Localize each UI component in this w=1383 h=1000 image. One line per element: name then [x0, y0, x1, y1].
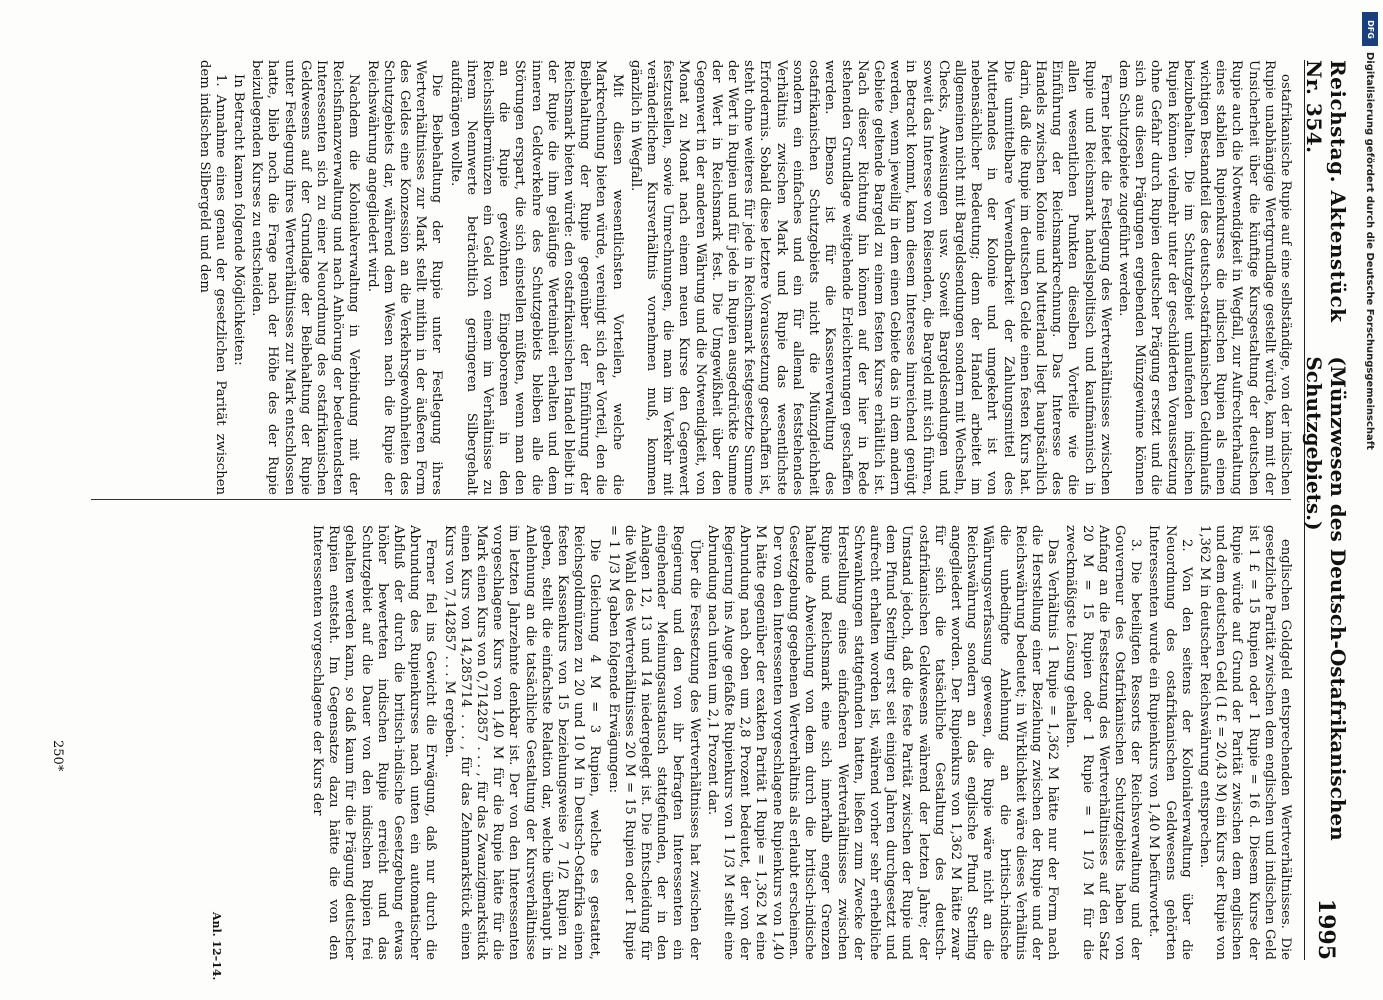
header-left: Reichstag. Aktenstück Nr. 354. — [1302, 60, 1350, 323]
paragraph: In Betracht kamen folgende Möglichkeiten: — [231, 74, 246, 366]
dfg-logo-icon: DFG — [1362, 12, 1378, 46]
paragraph: Die Gleichung 4 M = 3 Rupien, welche es gestattet, Reichsgoldmünzen zu 20 und 10 M in Deutsch-Ostafrika einen festen Kassenkurs von 15 beziehungsweise 7 1/2 Rupien zu geben, stellt die einfachste Relation dar, welche überhaupt in Anlehnung an die tatsächliche Gestaltung der Kursverhältnisse im letzten Jahrzehnte denkbar ist. Der von den Interessenten vorgeschlagene Kurs von 1,40 M für die Rupie hätte für die Mark einen Kurs von 0,7142857 . . . , für das Zwanzigmarkstück einen Kurs von 14,285714 . . . , für das Zehnmarkstück einen Kurs von 7,142857 . . . M ergeben. — [441, 525, 603, 960]
paragraph: ostafrikanische Rupie auf eine selbständige, von der indischen Rupie unabhängige Wertgrundlage gestellt würde, kam mit der Unsicherheit über die künftige Kursgestaltung der deutschen Rupie auch die Notwendigkeit in Wegfall, zur Aufrechterhaltung eines stabilen Rupienkurses die indischen Rupien als einen wichtigen Bestandteil des deutsch-ostafrikanischen Geldumlaufs beizubehalten. Die im Schutzgebiet umlaufenden indischen Rupien können vielmehr unter der geschilderten Voraussetzung ohne Gefahr durch Rupien deutscher Prägung ersetzt und die sich aus diesen Prägungen ergebenden Münzgewinne können dem Schutzgebiete zugeführt werden. — [1115, 60, 1293, 495]
attribution-text: Digitalisierung gefördert durch die Deutsche Forschungsgemeinschaft — [1364, 52, 1375, 450]
page-number: 1995 — [1313, 898, 1339, 960]
left-column — [83, 60, 1293, 495]
footer-number: 250* — [50, 740, 65, 772]
paragraph: Ferner bietet die Festlegung des Wertverhältnisses zwischen Rupie und Reichsmark handelspolitisch und kaufmännisch in allen wesentlichen Punkten dieselben Vorteile wie die Einführung der Reichsmarkrechnung. Das Interesse des Handels zwischen Kolonie und Mutterland liegt hauptsächlich darin, daß die Rupie im deutschen Gelde einen festen Kurs hat. Die unmittelbare Verwendbarkeit der Zahlungsmittel des Mutterlandes in der Kolonie und umgekehrt ist von nebensächlicher Bedeutung; denn der Handel arbeitet im allgemeinen nicht mit Bargeldsendungen sondern mit Wechseln, Checks, Anweisungen usw. Soweit Bargeldsendungen und soweit das Interesse von Reisenden, die Bargeld mit sich führen, in Betracht kommt, kann diesem Interesse hinreichend genügt werden, wenn jeweilig in dem einen Gebiete das in dem andern Gebiete geltende Bargeld zu einem festen Kurse erhältlich ist. Nach dieser Richtung hin können auf der hier in Rede stehenden Grundlage weitgehende Erleichterungen geschaffen werden. Ebenso ist für die Kassenverwaltung des ostafrikanischen Schutzgebiets nicht die Münzgleichheit sondern ein einfaches und ein für allemal feststehendes Verhältnis zwischen Mark und Rupie das wesentlichste Erfordernis. Sobald diese letztere Voraussetzung geschaffen ist, steht ohne weiteres für jede in Reichsmark festgesetzte Summe der Wert in Rupien und für jede in Rupien ausgedrückte Summe der Wert in Reichsmark fest. Die Umgewißheit über den Gegenwert in der anderen Währung und die Notwendigkeit, von Monat zu Monat nach einem neuen Kurse den Gegenwert festzustellen, sowie Umrechnungen, die man im Verkehr mit veränderlichem Kursverhältnis vornehmen muß, kommen gänzlich in Wegfall. — [627, 60, 1113, 495]
paragraph: Nachdem die Kolonialverwaltung in Verbindung mit der Reichsfinanzverwaltung und nach Anhörung der bedeutendsten Interessenten sich zu einer Neuordnung des ostafrikanischen Geldwesens auf der Grundlage der Beibehaltung der Rupie unter Festlegung ihres Wertverhältnisses zur Mark entschlossen hatte, blieb noch die Frage nach der Höhe des der Rupie beizulegenden Kurses zu entscheiden. — [249, 60, 362, 495]
page-header — [1302, 60, 1350, 960]
margin-note: Anl. 12–14. — [210, 912, 223, 981]
paragraph: Mit diesen wesentlichsten Vorteilen, welche die Markrechnung bieten würde, vereinigt sich der Vorteil, den die Beibehaltung der Rupie gegenüber der Einführung der Reichsmark bieten würde: den ostafrikanischen Handel bleibt in der Rupie die ihm geläufige Werteinheit erhalten und dem inneren Geldverkehre des Schutzgebiets bleiben alle die Störungen erspart, die sich einstellen müßten, wenn man den an die Rupie gewöhnten Eingeborenen in den Reichssilbermünzen ein Geld von einem im Verhältnisse zu ihrem Nennwerte beträchtlich geringeren Silbergehalt aufdrängen wollte. — [447, 60, 625, 495]
paragraph: 1. Annahme eines genau der gesetzlichen Parität zwischen dem indischen Silbergeld und dem — [196, 60, 228, 495]
right-column — [83, 525, 1293, 960]
paragraph: Das Verhältnis 1 Rupie = 1,362 M hätte nur der Form nach die Herstellung einer Beziehung zwischen der Rupie und der Reichswährung bedeutet; in Wirklichkeit wäre dieses Verhältnis die unbedingte Anlehnung an die britisch-indische Währungsverfassung gewesen, die Rupie wäre nicht an die Reichswährung sondern an das englische Pfund Sterling angegliedert worden. Der Rupienkurs von 1,362 M hätte zwar für sich die tatsächliche Gestaltung des deutsch-ostafrikanischen Geldwesens während der letzten Jahre; der Umstand jedoch, daß die feste Parität zwischen der Rupie und dem Pfund Sterling erst seit einigen Jahren durchgesetzt und aufrecht erhalten worden ist, während vorher sehr erhebliche Schwankungen stattgefunden hatten, ließen zum Zwecke der Herstellung eines einfacheren Wertverhältnisses zwischen Rupie und Reichsmark eine sich innerhalb enger Grenzen haltende Abweichung von dem durch die britisch-indische Gesetzgebung gegebenen Wertverhältnis als erlaubt erscheinen. Der von den Interessenten vorgeschlagene Rupienkurs von 1,40 M hätte gegenüber der exakten Parität 1 Rupie = 1,362 M eine Abrundung nach oben um 2,8 Prozent bedeutet, der von der Regierung ins Auge gefaßte Rupienkurs von 1 1/3 M stellt eine Abrundung nach unten um 2,1 Prozent dar. — [704, 525, 1061, 960]
paragraph: Ferner fiel ins Gewicht die Erwägung, daß nur durch die Abrundung des Rupienkurses nach unten ein automatischer Abfluß der durch die britisch-indische Gesetzgebung etwas höher bewerteten indischen Rupie erreicht und das Schutzgebiet auf die Dauer von den indischen Rupien frei gehalten werden kann, so daß kaum für die Prägung deutscher Rupien entsteht. Im Gegensatze dazu hätte die von den Interessenten vorgeschlagene der Kurs der — [310, 525, 439, 960]
paragraph: 3. Die beteiligten Ressorts der Reichsverwaltung und der Gouverneur des Ostafrikanischen Schutzgebiets haben von Anfang an die Festsetzung des Wertverhältnisses auf den Satz 20 M = 15 Rupien oder 1 Rupie = 1 1/3 M für die zweckmäßigste Lösung gehalten. — [1063, 525, 1144, 960]
paragraph: Die Beibehaltung der Rupie unter Festlegung ihres Wertverhältnisses zur Mark stellt mithin in der äußeren Form des Geldes eine Konzession an die Verkehrsgewohnheiten des Schutzgebiets dar, während dem Wesen nach die Rupie der Reichswährung angegliedert wird. — [364, 60, 445, 495]
column-divider — [91, 499, 1291, 500]
attribution-strip — [1362, 12, 1380, 992]
header-title: (Münzwesen des Deutsch-Ostafrikanischen Schutzgebiets.) — [1302, 356, 1350, 841]
paragraph: Über die Festsetzung des Wertverhältnisses hat zwischen der Regierung und den von ihr befragten Interessenten ein eingehender Meinungsaustausch stattgefunden, der in den Anlagen 12, 13 und 14 niedergelegt ist. Die Entscheidung für die Wahl des Wertverhältnisses 20 M = 15 Rupien oder 1 Rupie = 1 1/3 M gaben folgende Erwägungen: — [605, 525, 702, 960]
paragraph: 2. Von den seitens der Kolonialverwaltung über die Neuordnung des ostafrikanischen Geldwesens gehörten Interessenten wurde ein Rupienkurs von 1,40 M befürwortet. — [1146, 525, 1194, 960]
paragraph: englischen Goldgeld entsprechenden Wertverhältnisses. Die gesetzliche Parität zwischen dem englischen und indischen Geld ist 1 £ = 15 Rupien oder 1 Rupie = 16 d. Diesem Kurse der Rupie würde auf Grund der Parität zwischen dem englischen und dem deutschen Geld (1 £ = 20,43 M) ein Kurs der Rupie von 1,362 M in deutscher Reichswährung entsprechen. — [1196, 525, 1293, 960]
